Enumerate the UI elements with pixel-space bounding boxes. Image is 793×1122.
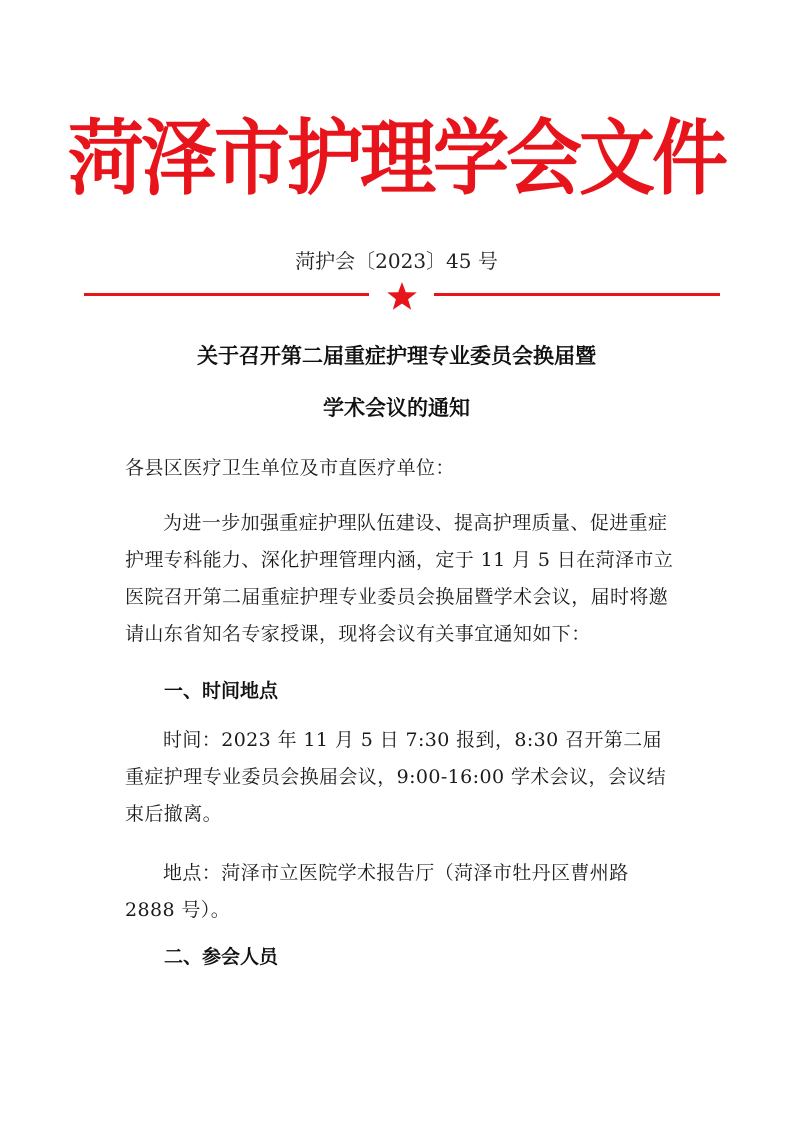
document-number: 菏护会〔2023〕45 号 <box>295 249 498 273</box>
notice-title-line-2: 学术会议的通知 <box>323 396 470 420</box>
red-divider-right <box>434 293 720 296</box>
section-heading-time-location: 一、时间地点 <box>164 680 279 702</box>
masthead-title: 菏泽市护理学会文件 <box>68 109 725 206</box>
salutation: 各县区医疗卫生单位及市直医疗单位： <box>125 457 455 479</box>
star-shape <box>387 282 417 310</box>
intro-paragraph: 为进一步加强重症护理队伍建设、提高护理质量、促进重症护理专科能力、深化护理管理内涵，定于 11 月 5 日在菏泽市立医院召开第二届重症护理专业委员会换届暨学术会议，届时将邀请山东省知名专家授课，现将会议有关事宜通知如下： <box>125 512 674 645</box>
red-divider-left <box>84 293 369 296</box>
notice-title-line-1: 关于召开第二届重症护理专业委员会换届暨 <box>197 344 596 368</box>
section-heading-attendees: 二、参会人员 <box>164 946 279 968</box>
star-icon <box>386 281 418 311</box>
location-paragraph: 地点：菏泽市立医院学术报告厅（菏泽市牡丹区曹州路 2888 号）。 <box>125 862 629 921</box>
time-paragraph: 时间：2023 年 11 月 5 日 7:30 报到，8:30 召开第二届重症护理专业委员会换届会议，9:00-16:00 学术会议，会议结束后撤离。 <box>125 729 667 825</box>
